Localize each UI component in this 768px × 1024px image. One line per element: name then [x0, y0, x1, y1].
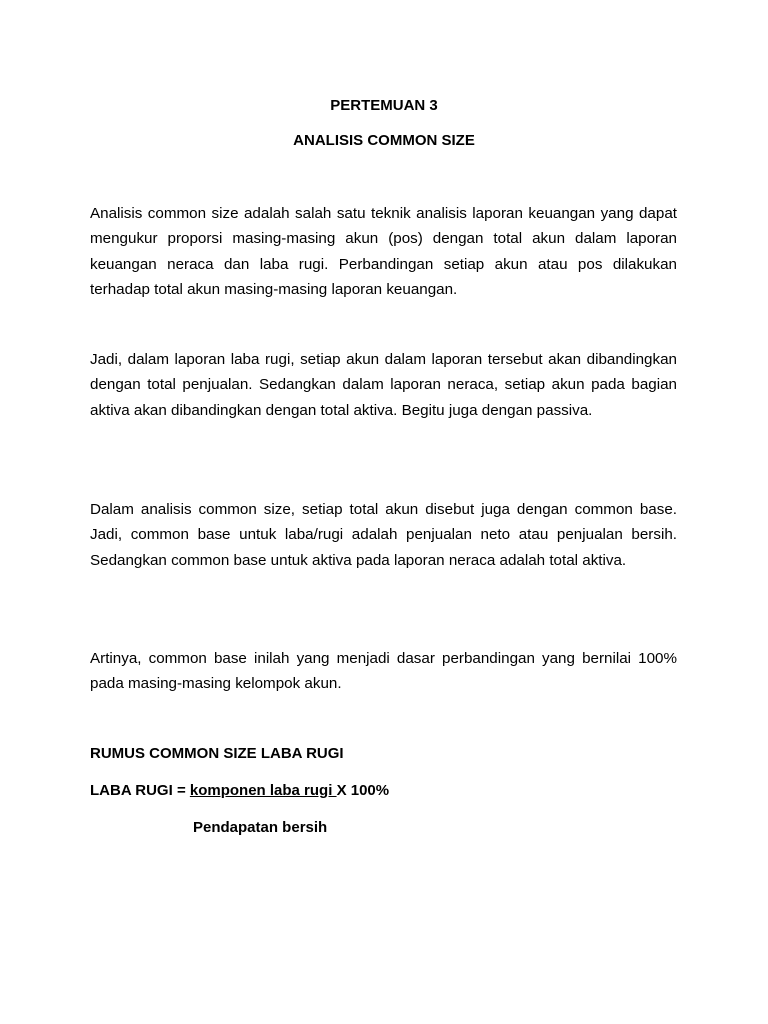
- formula-lhs: LABA RUGI =: [90, 782, 190, 799]
- formula-denominator: Pendapatan bersih: [193, 819, 328, 836]
- paragraph-4: Artinya, common base inilah yang menjadi dasar perbandingan yang bernilai 100% pada masing-masing kelompok akun.: [90, 650, 677, 693]
- formula-multiplier: X 100%: [336, 782, 390, 799]
- paragraph-2: Jadi, dalam laporan laba rugi, setiap akun dalam laporan tersebut akan dibandingkan dengan total penjualan. Sedangkan dalam laporan neraca, setiap akun pada bagian aktiva akan dibandingkan dengan total aktiva. Begitu juga dengan passiva.: [90, 351, 677, 419]
- document-subtitle: ANALISIS COMMON SIZE: [293, 132, 475, 149]
- formula-line: [90, 781, 389, 801]
- formula-numerator: komponen laba rugi: [189, 782, 337, 799]
- formula-heading: RUMUS COMMON SIZE LABA RUGI: [90, 745, 344, 762]
- paragraph-1: Analisis common size adalah salah satu teknik analisis laporan keuangan yang dapat mengukur proporsi masing-masing akun (pos) dengan total akun dalam laporan keuangan neraca dan laba rugi. Perbandingan setiap akun atau pos dilakukan terhadap total akun masing-masing laporan keuangan.: [90, 205, 677, 299]
- document-title: PERTEMUAN 3: [330, 97, 438, 114]
- paragraph-3: Dalam analisis common size, setiap total akun disebut juga dengan common base. Jadi, common base untuk laba/rugi adalah penjualan neto atau penjualan bersih. Sedangkan common base untuk aktiva pada laporan neraca adalah total aktiva.: [90, 501, 677, 569]
